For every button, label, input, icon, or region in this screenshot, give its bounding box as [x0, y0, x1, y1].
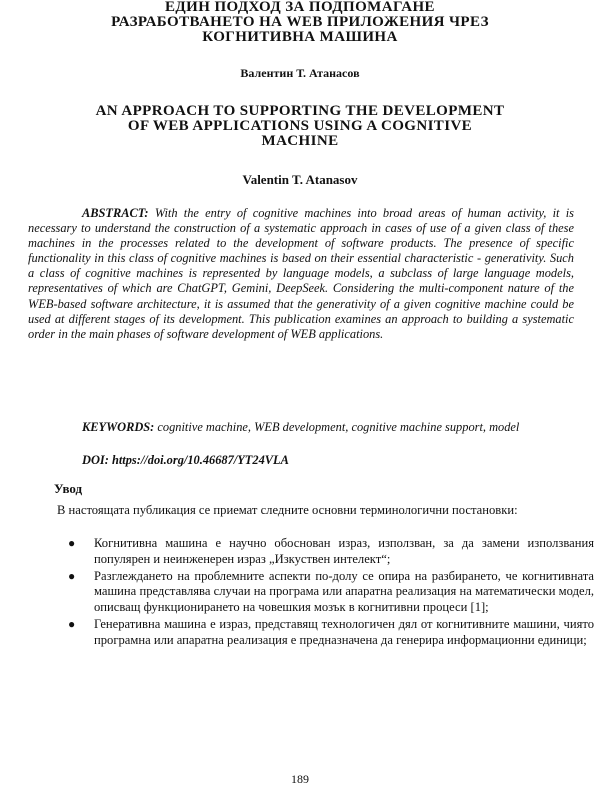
title-bg-line: КОГНИТИВНА МАШИНА: [202, 29, 398, 45]
title-bg-line: ЕДИН ПОДХОД ЗА ПОДПОМАГАНЕ: [165, 0, 435, 15]
page-number: 189: [291, 772, 309, 786]
title-en-line: MACHINE: [261, 133, 339, 149]
title-english: [0, 104, 600, 149]
keywords-label: KEYWORDS:: [82, 420, 155, 434]
list-item: [62, 536, 594, 568]
title-bulgarian: [0, 0, 600, 45]
bullet-text: Когнитивна машина е научно обоснован израз, използван, за да замени използвания популярен и неинженерен израз „Изкуствен интелект“;: [94, 536, 594, 566]
title-bg-line: РАЗРАБОТВАНЕТО НА WEB ПРИЛОЖЕНИЯ ЧРЕЗ: [111, 14, 489, 30]
title-en-line: AN APPROACH TO SUPPORTING THE DEVELOPMENT: [95, 103, 505, 119]
abstract: [28, 206, 574, 342]
bullet-text: Разглеждането на проблемните аспекти по-долу се опира на разбирането, че когнитивната машина представлява случаи на програма или апаратна реализация на математически модел, описващ функционирането на човешкия мозък в когнитивни процеси [1];: [94, 568, 594, 615]
keywords-text: cognitive machine, WEB development, cognitive machine support, model: [157, 420, 520, 434]
section-heading: Увод: [54, 481, 83, 496]
title-en-line: OF WEB APPLICATIONS USING A COGNITIVE: [127, 118, 473, 134]
bullet-icon: ●: [68, 536, 76, 550]
bullet-icon: ●: [68, 616, 76, 631]
bullet-list: [62, 536, 594, 650]
bullet-icon: ●: [68, 568, 76, 583]
doi-link[interactable]: DOI: https://doi.org/10.46687/YT24VLA: [82, 453, 289, 467]
intro-text: В настоящата публикация се приемат следните основни терминологични постановки:: [57, 503, 518, 517]
list-item: [62, 617, 594, 649]
list-item: [62, 569, 594, 616]
intro-paragraph: [3, 503, 595, 519]
keywords: [28, 420, 574, 435]
abstract-text: With the entry of cognitive machines into broad areas of human activity, it is necessary to understand the construction of a systematic approach in cases of use of a given class of these machines in the processes related to the development of software products. The presence of specific functionality in this class of cognitive machines is based on their essential characteristic - generativity. Such a class of cognitive machines is represented by language models, a subclass of large language models, representatives of which are ChatGPT, Gemini, DeepSeek. Considering the multi-component nature of the WEB-based software architecture, it is assumed that the generativity of a given cognitive machine could be used at different stages of its development. This publication examines an approach to building a systematic order in the main phases of software development of WEB applications.: [28, 206, 574, 341]
bullet-text: Генеративна машина е израз, представящ технологичен дял от когнитивните машини, чиято програмна или апаратна реализация е предназначена да генерира информационни единици;: [94, 616, 594, 647]
author-bulgarian: Валентин Т. Атанасов: [240, 66, 360, 80]
abstract-label: ABSTRACT:: [82, 206, 149, 220]
author-english: Valentin T. Atanasov: [242, 172, 358, 187]
